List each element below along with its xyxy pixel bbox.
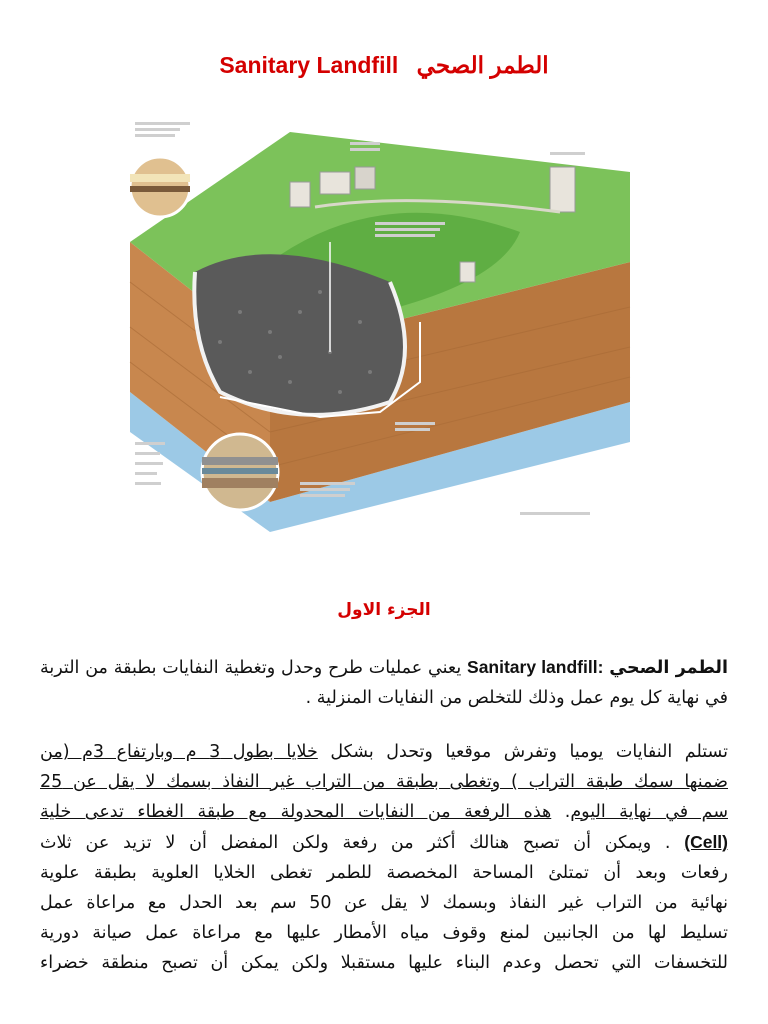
title-arabic: الطمر الصحي [416, 52, 549, 78]
line-1-u: خلايا بطول 3 م وبارتفاع 3م (من [40, 742, 318, 762]
line-3-u1: سم في نهاية اليوم [570, 802, 728, 822]
line-4 [40, 827, 728, 858]
inset-bottom [202, 434, 278, 510]
line-3-u2: هذه الرفعة من النفايات المحدولة مع طبقة الغطاء تدعى خلية [40, 802, 552, 822]
title-english: Sanitary Landfill [219, 52, 399, 78]
line-1-a: تستلم النفايات يوميا وتفرش موقعيا وتحدل بشكل [317, 742, 729, 762]
page-title [0, 52, 768, 79]
line-8: للتخسفات التي تحصل وعدم البناء عليها مستقبلا ولكن يمكن أن تصبح منطقة خضراء [40, 953, 728, 973]
paragraph-cells [40, 737, 728, 978]
inset-top [130, 157, 190, 217]
cell-term: (Cell) [684, 832, 728, 852]
line-3-a: . [551, 802, 571, 822]
line-3 [40, 797, 728, 827]
line-2: ضمنها سمك طبقة التراب ) وتغطى بطبقة من التراب غير النفاذ بسمك لا يقل عن 25 [40, 772, 728, 792]
paragraph-definition [40, 652, 728, 713]
waste-cell [194, 254, 405, 415]
line-4-a: . ويمكن أن تصبح هنالك أكثر من رفعة ولكن المفضل أن لا تزيد عن ثلاث [40, 833, 685, 853]
line-6: نهائية من التراب غير النفاذ وبسمك لا يقل عن 50 سم بعد الحدل مع مراعاة عمل [40, 893, 728, 913]
landfill-diagram [120, 112, 640, 532]
line-5: رفعات وبعد أن تمتلئ المساحة المخصصة للطمر تغطى الخلايا العلوية بطبقة علوية [40, 863, 728, 883]
definition-text: يعني عمليات طرح وحدل وتغطية النفايات بطبقة من التربة في نهاية كل يوم عمل وذلك للتخلص من النفايات المنزلية . [40, 658, 728, 708]
line-1 [40, 737, 728, 767]
term-arabic: الطمر الصحي [609, 658, 728, 678]
line-7: تسليط لها من الجانبين لمنع وقوف مياه الأمطار عليها مع مراعاة عمل صيانة دورية [40, 923, 728, 943]
section-heading: الجزء الاول [337, 600, 431, 620]
term-english: Sanitary landfill: [467, 657, 604, 677]
